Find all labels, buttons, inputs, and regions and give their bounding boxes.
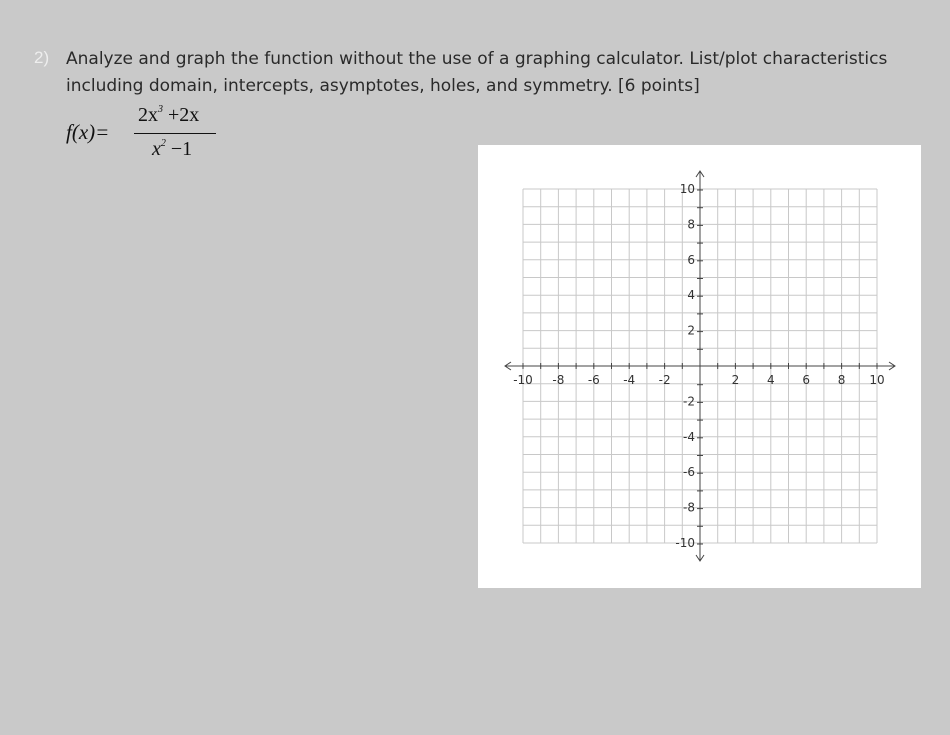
y-tick-label: -4	[683, 429, 695, 444]
numerator-operator: +	[163, 104, 180, 126]
x-tick-label: -6	[587, 373, 600, 387]
y-tick-label: 4	[687, 288, 695, 303]
question-text	[66, 46, 926, 100]
denominator-operator: −	[165, 138, 183, 160]
x-tick-label: 4	[766, 373, 775, 387]
y-tick-label: -10	[675, 536, 695, 550]
question-line-1: Analyze and graph the function without the use of a graphing calculator. List/plot characteristics	[66, 49, 888, 69]
formula-denominator	[152, 138, 192, 161]
y-tick-label: -2	[683, 394, 695, 409]
x-tick-label: -2	[658, 373, 671, 387]
y-tick-label: 10	[679, 182, 695, 196]
x-tick-label: -8	[552, 373, 565, 387]
denominator-constant: 1	[182, 138, 193, 160]
coordinate-grid	[478, 145, 921, 588]
graph-panel	[478, 145, 921, 588]
axes	[505, 171, 895, 561]
x-tick-label: 2	[731, 373, 740, 387]
y-tick-label: -6	[683, 465, 695, 480]
y-tick-label: -8	[683, 500, 695, 515]
question-line-2: including domain, intercepts, asymptotes, holes, and symmetry. [6 points]	[66, 76, 700, 96]
numerator-exponent: 3	[158, 104, 163, 115]
x-tick-label: 6	[802, 373, 811, 387]
x-tick-label: -10	[513, 373, 533, 387]
denominator-variable: x	[152, 138, 161, 160]
y-tick-label: 6	[687, 252, 695, 267]
fraction-bar	[134, 133, 216, 134]
x-tick-label: 10	[869, 373, 885, 387]
numerator-term-1: 2x	[138, 104, 158, 126]
question-number: 2)	[34, 48, 50, 67]
x-tick-label: -4	[623, 373, 636, 387]
formula-numerator	[138, 104, 199, 127]
function-formula	[66, 104, 236, 164]
y-tick-label: 8	[687, 217, 695, 232]
x-tick-label: 8	[837, 373, 846, 387]
denominator-exponent: 2	[160, 138, 166, 149]
y-tick-label: 2	[687, 323, 695, 338]
formula-lhs: f(x)=	[66, 120, 110, 144]
numerator-term-2: 2x	[179, 104, 200, 126]
